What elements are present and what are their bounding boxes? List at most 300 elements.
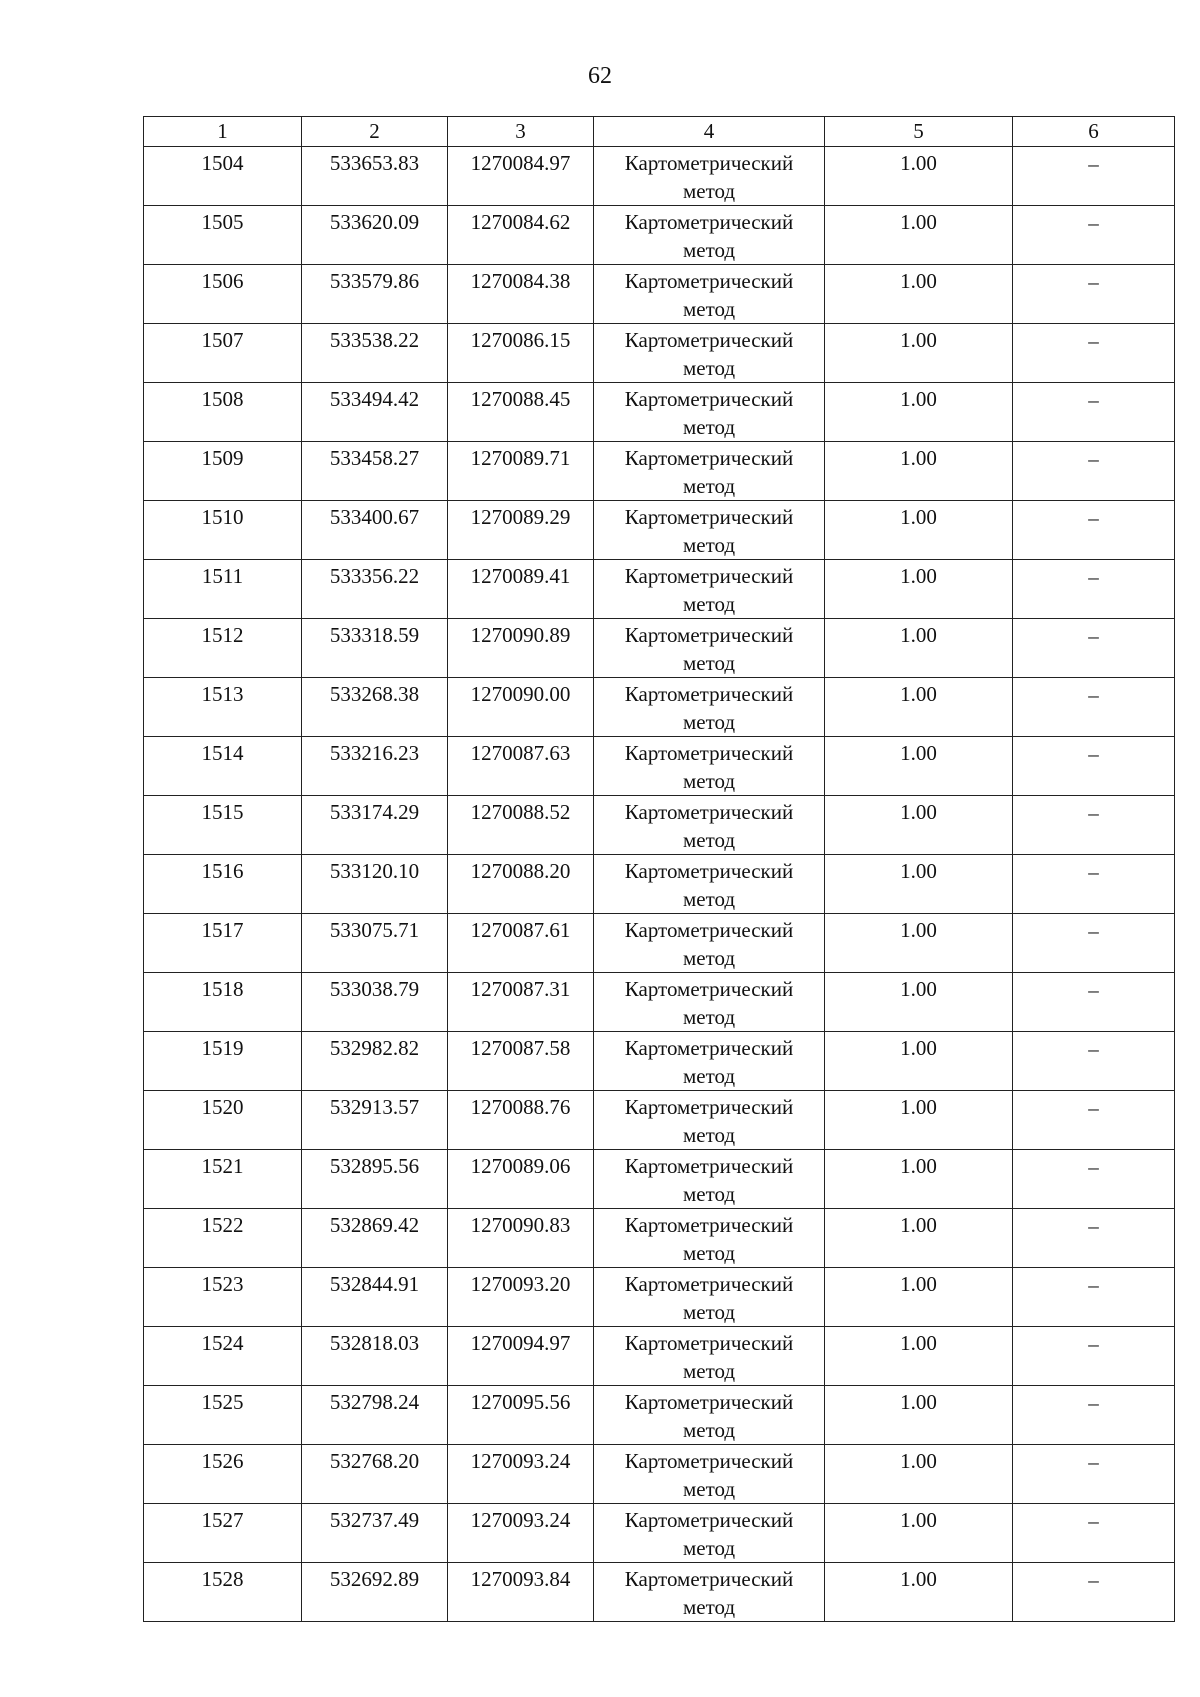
description-text: – [1088, 329, 1099, 353]
method-text: Картометрический метод [624, 328, 794, 380]
y-coordinate-cell [448, 1032, 594, 1091]
description-text: – [1088, 270, 1099, 294]
method-cell [594, 501, 825, 560]
y-coordinate-text: 1270087.58 [470, 1036, 571, 1060]
table-row [144, 1563, 1175, 1622]
x-coordinate-cell [302, 501, 448, 560]
method-cell [594, 737, 825, 796]
x-coordinate-cell [302, 1563, 448, 1622]
y-coordinate-cell [448, 914, 594, 973]
header-row [144, 117, 1175, 147]
y-coordinate-cell [448, 560, 594, 619]
method-text: Картометрический метод [624, 151, 794, 203]
point-number-cell [144, 1209, 302, 1268]
point-number-cell [144, 324, 302, 383]
x-coordinate-cell [302, 796, 448, 855]
description-text: – [1088, 506, 1099, 530]
table-row [144, 619, 1175, 678]
point-number-cell [144, 442, 302, 501]
point-number-text: 1507 [201, 328, 244, 352]
x-coordinate-cell [302, 737, 448, 796]
x-coordinate-cell [302, 560, 448, 619]
point-number-cell [144, 1563, 302, 1622]
method-text: Картометрический метод [624, 210, 794, 262]
x-coordinate-text: 533038.79 [329, 977, 420, 1001]
method-cell [594, 1091, 825, 1150]
x-coordinate-cell [302, 1504, 448, 1563]
y-coordinate-cell [448, 737, 594, 796]
method-text: Картометрический метод [624, 977, 794, 1029]
method-text: Картометрический метод [624, 1213, 794, 1265]
x-coordinate-cell [302, 914, 448, 973]
x-coordinate-cell [302, 1091, 448, 1150]
description-text: – [1088, 683, 1099, 707]
point-number-cell [144, 1327, 302, 1386]
accuracy-cell [825, 737, 1013, 796]
method-cell [594, 265, 825, 324]
point-number-cell [144, 1032, 302, 1091]
point-number-cell [144, 678, 302, 737]
accuracy-cell [825, 324, 1013, 383]
accuracy-cell [825, 796, 1013, 855]
x-coordinate-text: 533356.22 [329, 564, 420, 588]
method-text: Картометрический метод [624, 1567, 794, 1619]
y-coordinate-cell [448, 973, 594, 1032]
x-coordinate-text: 532869.42 [329, 1213, 420, 1237]
point-number-text: 1521 [201, 1154, 244, 1178]
x-coordinate-text: 533494.42 [329, 387, 420, 411]
point-number-cell [144, 1268, 302, 1327]
method-text: Картометрический метод [624, 1154, 794, 1206]
accuracy-cell [825, 383, 1013, 442]
point-number-text: 1516 [201, 859, 244, 883]
table-row [144, 796, 1175, 855]
table-row [144, 560, 1175, 619]
method-cell [594, 1386, 825, 1445]
point-number-text: 1509 [201, 446, 244, 470]
point-number-text: 1504 [201, 151, 244, 175]
y-coordinate-cell [448, 442, 594, 501]
description-cell [1013, 973, 1175, 1032]
accuracy-cell [825, 1091, 1013, 1150]
accuracy-cell [825, 1504, 1013, 1563]
y-coordinate-text: 1270089.41 [470, 564, 571, 588]
accuracy-cell [825, 914, 1013, 973]
accuracy-text: 1.00 [900, 682, 937, 706]
y-coordinate-text: 1270093.20 [470, 1272, 571, 1296]
y-coordinate-text: 1270089.71 [470, 446, 571, 470]
method-cell [594, 560, 825, 619]
method-text: Картометрический метод [624, 800, 794, 852]
y-coordinate-text: 1270090.00 [470, 682, 571, 706]
method-text: Картометрический метод [624, 1449, 794, 1501]
point-number-cell [144, 1504, 302, 1563]
method-text: Картометрический метод [624, 623, 794, 675]
description-text: – [1088, 1391, 1099, 1415]
x-coordinate-cell [302, 619, 448, 678]
x-coordinate-cell [302, 855, 448, 914]
accuracy-text: 1.00 [900, 1331, 937, 1355]
x-coordinate-text: 533268.38 [329, 682, 420, 706]
accuracy-cell [825, 973, 1013, 1032]
accuracy-cell [825, 501, 1013, 560]
point-number-cell [144, 560, 302, 619]
table-header [144, 117, 1175, 147]
table-row [144, 1504, 1175, 1563]
x-coordinate-cell [302, 973, 448, 1032]
accuracy-text: 1.00 [900, 1272, 937, 1296]
x-coordinate-cell [302, 1150, 448, 1209]
x-coordinate-cell [302, 678, 448, 737]
accuracy-cell [825, 1386, 1013, 1445]
x-coordinate-text: 532692.89 [329, 1567, 420, 1591]
y-coordinate-cell [448, 206, 594, 265]
y-coordinate-text: 1270088.76 [470, 1095, 571, 1119]
x-coordinate-cell [302, 442, 448, 501]
method-text: Картометрический метод [624, 1036, 794, 1088]
point-number-text: 1520 [201, 1095, 244, 1119]
point-number-text: 1523 [201, 1272, 244, 1296]
description-cell [1013, 442, 1175, 501]
table-row [144, 1091, 1175, 1150]
method-cell [594, 383, 825, 442]
point-number-text: 1525 [201, 1390, 244, 1414]
method-text: Картометрический метод [624, 564, 794, 616]
accuracy-text: 1.00 [900, 1154, 937, 1178]
x-coordinate-text: 532798.24 [329, 1390, 420, 1414]
point-number-cell [144, 383, 302, 442]
accuracy-cell [825, 1209, 1013, 1268]
table-row [144, 1268, 1175, 1327]
method-cell [594, 1150, 825, 1209]
description-cell [1013, 501, 1175, 560]
y-coordinate-text: 1270089.29 [470, 505, 571, 529]
description-cell [1013, 619, 1175, 678]
x-coordinate-cell [302, 265, 448, 324]
description-text: – [1088, 1332, 1099, 1356]
x-coordinate-text: 533174.29 [329, 800, 420, 824]
point-number-cell [144, 855, 302, 914]
table-row [144, 265, 1175, 324]
point-number-text: 1513 [201, 682, 244, 706]
accuracy-cell [825, 678, 1013, 737]
x-coordinate-text: 532982.82 [329, 1036, 420, 1060]
accuracy-text: 1.00 [900, 151, 937, 175]
x-coordinate-text: 532818.03 [329, 1331, 420, 1355]
method-cell [594, 442, 825, 501]
description-cell [1013, 1209, 1175, 1268]
point-number-text: 1510 [201, 505, 244, 529]
accuracy-text: 1.00 [900, 623, 937, 647]
description-text: – [1088, 1568, 1099, 1592]
method-text: Картометрический метод [624, 918, 794, 970]
description-cell [1013, 1445, 1175, 1504]
description-cell [1013, 1327, 1175, 1386]
x-coordinate-text: 533120.10 [329, 859, 420, 883]
description-cell [1013, 1268, 1175, 1327]
accuracy-text: 1.00 [900, 1390, 937, 1414]
y-coordinate-text: 1270088.45 [470, 387, 571, 411]
point-number-cell [144, 914, 302, 973]
point-number-text: 1512 [201, 623, 244, 647]
table-row [144, 206, 1175, 265]
x-coordinate-text: 533458.27 [329, 446, 420, 470]
method-text: Картометрический метод [624, 1331, 794, 1383]
point-number-cell [144, 796, 302, 855]
method-text: Картометрический метод [624, 1508, 794, 1560]
method-text: Картометрический метод [624, 387, 794, 439]
y-coordinate-text: 1270088.20 [470, 859, 571, 883]
y-coordinate-text: 1270087.31 [470, 977, 571, 1001]
y-coordinate-cell [448, 1150, 594, 1209]
accuracy-text: 1.00 [900, 1213, 937, 1237]
method-text: Картометрический метод [624, 859, 794, 911]
description-text: – [1088, 211, 1099, 235]
accuracy-cell [825, 265, 1013, 324]
table-row [144, 737, 1175, 796]
point-number-text: 1518 [201, 977, 244, 1001]
point-number-text: 1524 [201, 1331, 244, 1355]
accuracy-text: 1.00 [900, 564, 937, 588]
method-cell [594, 1504, 825, 1563]
y-coordinate-cell [448, 1268, 594, 1327]
y-coordinate-text: 1270084.97 [470, 151, 571, 175]
method-cell [594, 1327, 825, 1386]
y-coordinate-cell [448, 1327, 594, 1386]
method-cell [594, 1268, 825, 1327]
y-coordinate-cell [448, 1563, 594, 1622]
description-cell [1013, 206, 1175, 265]
point-number-text: 1527 [201, 1508, 244, 1532]
x-coordinate-text: 533538.22 [329, 328, 420, 352]
coordinates-table [143, 116, 1175, 1622]
method-cell [594, 147, 825, 206]
y-coordinate-text: 1270088.52 [470, 800, 571, 824]
accuracy-text: 1.00 [900, 328, 937, 352]
table-row [144, 501, 1175, 560]
y-coordinate-cell [448, 383, 594, 442]
accuracy-cell [825, 1563, 1013, 1622]
point-number-cell [144, 619, 302, 678]
y-coordinate-text: 1270093.24 [470, 1449, 571, 1473]
table-row [144, 1445, 1175, 1504]
x-coordinate-cell [302, 206, 448, 265]
x-coordinate-cell [302, 147, 448, 206]
x-coordinate-text: 532895.56 [329, 1154, 420, 1178]
y-coordinate-text: 1270093.84 [470, 1567, 571, 1591]
y-coordinate-text: 1270084.38 [470, 269, 571, 293]
description-text: – [1088, 978, 1099, 1002]
point-number-cell [144, 737, 302, 796]
table-row [144, 324, 1175, 383]
table-row [144, 1386, 1175, 1445]
table-row [144, 855, 1175, 914]
description-text: – [1088, 1037, 1099, 1061]
table-row [144, 442, 1175, 501]
method-text: Картометрический метод [624, 269, 794, 321]
table-row [144, 147, 1175, 206]
table-row [144, 1032, 1175, 1091]
accuracy-cell [825, 619, 1013, 678]
x-coordinate-cell [302, 1209, 448, 1268]
x-coordinate-cell [302, 324, 448, 383]
description-cell [1013, 1563, 1175, 1622]
header-col-3: 3 [448, 117, 594, 147]
description-text: – [1088, 565, 1099, 589]
method-cell [594, 324, 825, 383]
point-number-cell [144, 1386, 302, 1445]
description-cell [1013, 1032, 1175, 1091]
x-coordinate-text: 533318.59 [329, 623, 420, 647]
method-cell [594, 796, 825, 855]
x-coordinate-text: 533400.67 [329, 505, 420, 529]
page-number: 62 [588, 63, 612, 89]
description-text: – [1088, 1509, 1099, 1533]
accuracy-cell [825, 147, 1013, 206]
accuracy-text: 1.00 [900, 210, 937, 234]
point-number-text: 1514 [201, 741, 244, 765]
table-row [144, 973, 1175, 1032]
y-coordinate-text: 1270086.15 [470, 328, 571, 352]
accuracy-text: 1.00 [900, 859, 937, 883]
header-col-4: 4 [594, 117, 825, 147]
point-number-text: 1505 [201, 210, 244, 234]
point-number-cell [144, 265, 302, 324]
accuracy-cell [825, 206, 1013, 265]
x-coordinate-text: 532913.57 [329, 1095, 420, 1119]
y-coordinate-cell [448, 796, 594, 855]
point-number-cell [144, 1445, 302, 1504]
method-text: Картометрический метод [624, 1272, 794, 1324]
y-coordinate-text: 1270090.83 [470, 1213, 571, 1237]
method-text: Картометрический метод [624, 505, 794, 557]
accuracy-text: 1.00 [900, 505, 937, 529]
table-row [144, 1150, 1175, 1209]
x-coordinate-text: 533653.83 [329, 151, 420, 175]
y-coordinate-cell [448, 855, 594, 914]
accuracy-text: 1.00 [900, 918, 937, 942]
accuracy-cell [825, 1327, 1013, 1386]
method-text: Картометрический метод [624, 741, 794, 793]
y-coordinate-text: 1270087.61 [470, 918, 571, 942]
accuracy-text: 1.00 [900, 269, 937, 293]
method-cell [594, 678, 825, 737]
accuracy-cell [825, 560, 1013, 619]
x-coordinate-cell [302, 1386, 448, 1445]
point-number-cell [144, 1091, 302, 1150]
description-cell [1013, 855, 1175, 914]
x-coordinate-text: 532768.20 [329, 1449, 420, 1473]
accuracy-cell [825, 855, 1013, 914]
description-cell [1013, 678, 1175, 737]
method-cell [594, 206, 825, 265]
y-coordinate-cell [448, 678, 594, 737]
accuracy-cell [825, 1445, 1013, 1504]
point-number-cell [144, 147, 302, 206]
table-row [144, 1327, 1175, 1386]
description-text: – [1088, 1273, 1099, 1297]
method-cell [594, 619, 825, 678]
x-coordinate-cell [302, 383, 448, 442]
header-col-1: 1 [144, 117, 302, 147]
description-text: – [1088, 1155, 1099, 1179]
y-coordinate-text: 1270087.63 [470, 741, 571, 765]
y-coordinate-text: 1270093.24 [470, 1508, 571, 1532]
y-coordinate-cell [448, 619, 594, 678]
accuracy-text: 1.00 [900, 977, 937, 1001]
description-cell [1013, 383, 1175, 442]
description-text: – [1088, 860, 1099, 884]
x-coordinate-text: 533620.09 [329, 210, 420, 234]
table-row [144, 678, 1175, 737]
method-text: Картометрический метод [624, 682, 794, 734]
accuracy-cell [825, 1268, 1013, 1327]
point-number-text: 1515 [201, 800, 244, 824]
point-number-text: 1526 [201, 1449, 244, 1473]
table-row [144, 1209, 1175, 1268]
accuracy-cell [825, 1032, 1013, 1091]
table-row [144, 914, 1175, 973]
x-coordinate-text: 532737.49 [329, 1508, 420, 1532]
table-body [144, 147, 1175, 1622]
y-coordinate-cell [448, 1445, 594, 1504]
description-cell [1013, 737, 1175, 796]
y-coordinate-cell [448, 1504, 594, 1563]
accuracy-text: 1.00 [900, 1449, 937, 1473]
header-col-5: 5 [825, 117, 1013, 147]
method-cell [594, 1563, 825, 1622]
point-number-cell [144, 973, 302, 1032]
accuracy-text: 1.00 [900, 800, 937, 824]
x-coordinate-text: 533216.23 [329, 741, 420, 765]
point-number-cell [144, 1150, 302, 1209]
x-coordinate-text: 533579.86 [329, 269, 420, 293]
description-text: – [1088, 1450, 1099, 1474]
method-cell [594, 1209, 825, 1268]
point-number-cell [144, 206, 302, 265]
method-cell [594, 1032, 825, 1091]
x-coordinate-text: 532844.91 [329, 1272, 420, 1296]
point-number-text: 1528 [201, 1567, 244, 1591]
y-coordinate-cell [448, 1209, 594, 1268]
point-number-text: 1522 [201, 1213, 244, 1237]
accuracy-text: 1.00 [900, 446, 937, 470]
y-coordinate-cell [448, 1386, 594, 1445]
description-text: – [1088, 624, 1099, 648]
x-coordinate-cell [302, 1268, 448, 1327]
y-coordinate-text: 1270095.56 [470, 1390, 571, 1414]
y-coordinate-cell [448, 1091, 594, 1150]
description-cell [1013, 560, 1175, 619]
accuracy-text: 1.00 [900, 387, 937, 411]
description-text: – [1088, 388, 1099, 412]
x-coordinate-text: 533075.71 [329, 918, 420, 942]
y-coordinate-text: 1270090.89 [470, 623, 571, 647]
method-cell [594, 855, 825, 914]
point-number-cell [144, 501, 302, 560]
x-coordinate-cell [302, 1445, 448, 1504]
point-number-text: 1508 [201, 387, 244, 411]
y-coordinate-text: 1270094.97 [470, 1331, 571, 1355]
description-cell [1013, 147, 1175, 206]
description-cell [1013, 1150, 1175, 1209]
method-cell [594, 973, 825, 1032]
accuracy-text: 1.00 [900, 1508, 937, 1532]
description-cell [1013, 1386, 1175, 1445]
y-coordinate-cell [448, 265, 594, 324]
method-text: Картометрический метод [624, 446, 794, 498]
accuracy-cell [825, 442, 1013, 501]
